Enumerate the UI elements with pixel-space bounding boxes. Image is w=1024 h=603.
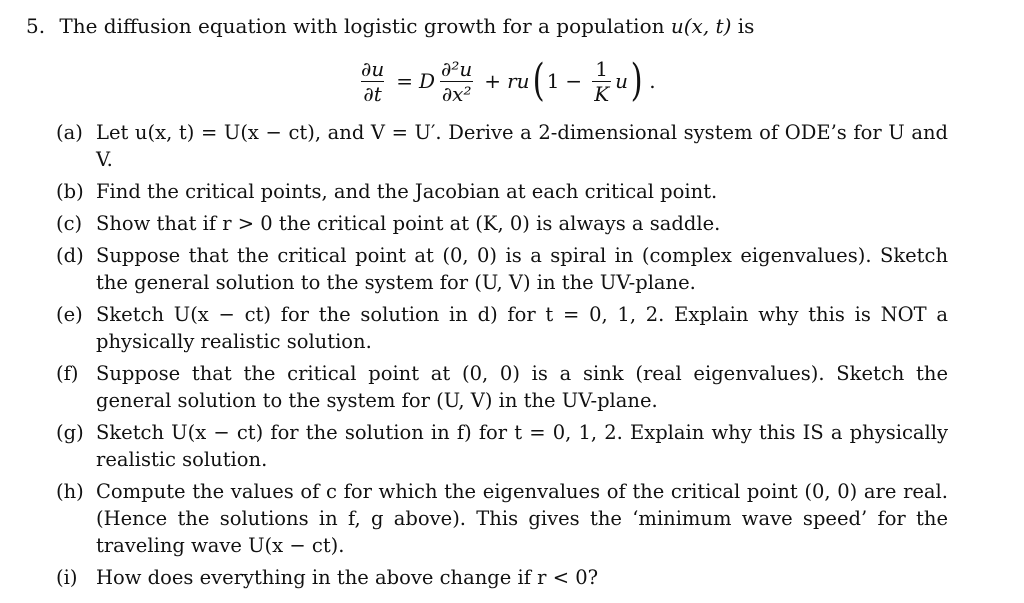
intro-function: u(x, t): [670, 14, 732, 38]
subquestion-label: (d): [56, 244, 84, 267]
subquestion-label: (c): [56, 212, 83, 235]
subquestion-f: [56, 360, 948, 414]
equation-period: .: [649, 69, 656, 93]
subquestion-text: Let u(x, t) = U(x − ct), and V = U′. Derive a 2-dimensional system of ODE’s for U and V.: [96, 121, 948, 171]
subquestion-e: [56, 301, 948, 355]
subquestion-label: (g): [56, 421, 84, 444]
subquestion-label: (e): [56, 303, 83, 326]
subquestion-a: [56, 119, 948, 173]
subquestion-h: [56, 478, 948, 559]
equals-sign: =: [396, 69, 413, 93]
intro-text: The diffusion equation with logistic growth for a population: [59, 14, 665, 38]
diffusion-coefficient: D: [419, 69, 436, 93]
minus-sign: −: [565, 69, 583, 93]
subquestion-text: Compute the values of c for which the eigenvalues of the critical point (0, 0) are real. (Hence the solutions in f, g above). This gives the ‘minimum wave speed’ for the traveling wave U(x − ct).: [96, 480, 948, 557]
subquestion-label: (a): [56, 121, 83, 144]
capacity-fraction: [592, 57, 611, 106]
subquestion-c: [56, 210, 948, 237]
subquestion-b: [56, 178, 948, 205]
u-term: u: [615, 69, 629, 93]
capacity-num: 1: [595, 56, 609, 81]
subquestion-i: [56, 564, 948, 591]
subquestion-label: (f): [56, 362, 79, 385]
problem-number: 5.: [26, 14, 46, 38]
space-derivative-den: ∂x²: [441, 81, 472, 106]
plus-sign: +: [484, 69, 502, 93]
subquestion-text: Show that if r > 0 the critical point at (K, 0) is always a saddle.: [96, 212, 721, 235]
subquestion-text: Suppose that the critical point at (0, 0) is a spiral in (complex eigenvalues). Sketch the general solution to the system for (U, V) in the UV-plane.: [96, 244, 948, 294]
space-derivative: [439, 57, 474, 106]
subquestion-g: [56, 419, 948, 473]
time-derivative: [359, 57, 386, 106]
subquestion-text: Suppose that the critical point at (0, 0) is a sink (real eigenvalues). Sketch the general solution to the system for (U, V) in the UV-plane.: [96, 362, 948, 412]
subquestion-list: [56, 119, 948, 596]
one-term: 1: [546, 69, 560, 93]
capacity-den: K: [594, 81, 610, 106]
time-derivative-num: ∂u: [361, 56, 385, 81]
subquestion-text: Find the critical points, and the Jacobian at each critical point.: [96, 180, 718, 203]
close-paren: ): [630, 55, 643, 106]
subquestion-text: Sketch U(x − ct) for the solution in d) for t = 0, 1, 2. Explain why this is NOT a physically realistic solution.: [96, 303, 948, 353]
subquestion-text: Sketch U(x − ct) for the solution in f) for t = 0, 1, 2. Explain why this IS a physically realistic solution.: [96, 421, 948, 471]
problem-heading: [26, 12, 754, 40]
subquestion-label: (b): [56, 180, 84, 203]
subquestion-text: How does everything in the above change if r < 0?: [96, 566, 599, 589]
subquestion-d: [56, 242, 948, 296]
growth-term: ru: [507, 69, 530, 93]
subquestion-label: (i): [56, 566, 78, 589]
open-paren: (: [532, 55, 545, 106]
intro-suffix: is: [737, 14, 755, 38]
pde-equation: [355, 48, 656, 114]
time-derivative-den: ∂t: [363, 81, 382, 106]
space-derivative-num: ∂²u: [441, 56, 473, 81]
subquestion-label: (h): [56, 480, 84, 503]
